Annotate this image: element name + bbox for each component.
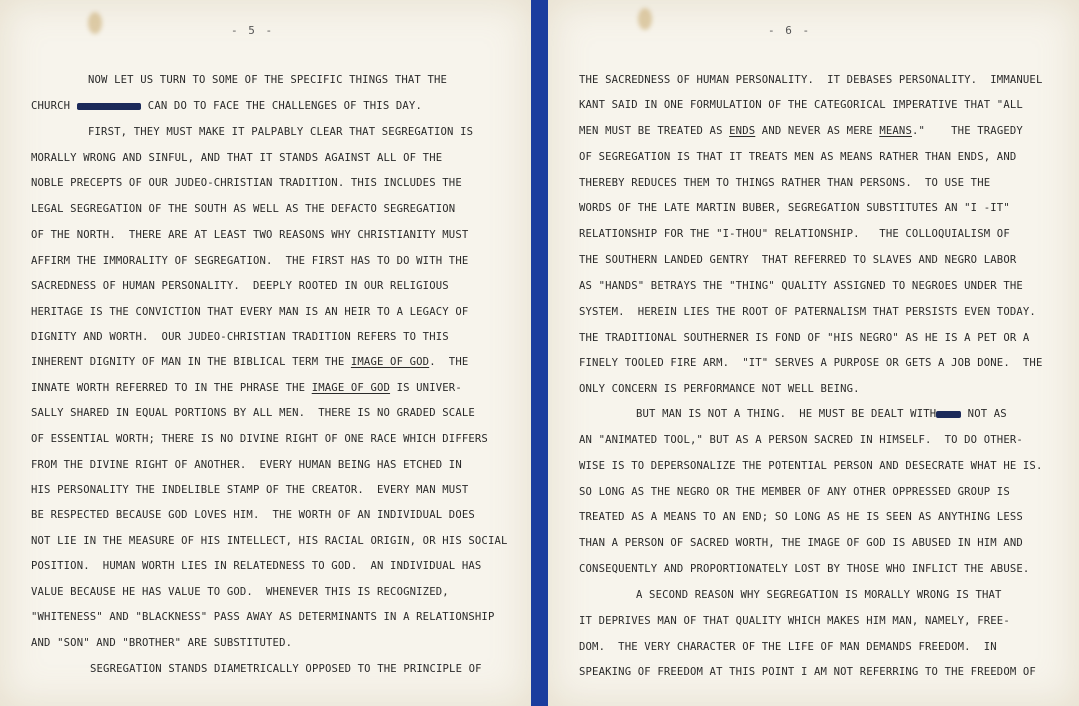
underlined-text: MEANS xyxy=(879,125,912,137)
text-line: HIS PERSONALITY THE INDELIBLE STAMP OF THE CREATOR. EVERY MAN MUST xyxy=(31,484,469,496)
text-line: THE SACREDNESS OF HUMAN PERSONALITY. IT DEBASES PERSONALITY. IMMANUEL xyxy=(579,74,1043,86)
text-line: SO LONG AS THE NEGRO OR THE MEMBER OF ANY OTHER OPPRESSED GROUP IS xyxy=(579,486,1010,498)
text-line: THE TRADITIONAL SOUTHERNER IS FOND OF "HIS NEGRO" AS HE IS A PET OR A xyxy=(579,332,1030,344)
text-line: FIRST, THEY MUST MAKE IT PALPABLY CLEAR THAT SEGREGATION IS xyxy=(88,126,474,138)
page-number: - 6 - xyxy=(768,24,812,37)
text-line: SYSTEM. HEREIN LIES THE ROOT OF PATERNALISM THAT PERSISTS EVEN TODAY. xyxy=(579,306,1036,318)
text-line: AFFIRM THE IMMORALITY OF SEGREGATION. THE FIRST HAS TO DO WITH THE xyxy=(31,255,469,267)
text-line: DOM. THE VERY CHARACTER OF THE LIFE OF MAN DEMANDS FREEDOM. IN xyxy=(579,641,997,653)
text-segment: CHURCH xyxy=(31,100,77,112)
text-line: AND "SON" AND "BROTHER" ARE SUBSTITUTED. xyxy=(31,637,293,649)
text-segment: NOT AS xyxy=(961,408,1007,420)
text-line: SEGREGATION STANDS DIAMETRICALLY OPPOSED TO THE PRINCIPLE OF xyxy=(90,663,482,675)
underlined-text: IMAGE OF GOD xyxy=(311,382,391,394)
text-line: BE RESPECTED BECAUSE GOD LOVES HIM. THE WORTH OF AN INDIVIDUAL DOES xyxy=(31,509,475,521)
text-line xyxy=(579,124,1023,138)
text-line: "WHITENESS" AND "BLACKNESS" PASS AWAY AS DETERMINANTS IN A RELATIONSHIP xyxy=(31,611,495,623)
text-line: IT DEPRIVES MAN OF THAT QUALITY WHICH MAKES HIM MAN, NAMELY, FREE- xyxy=(579,615,1010,627)
text-line: THE SOUTHERN LANDED GENTRY THAT REFERRED TO SLAVES AND NEGRO LABOR xyxy=(579,254,1017,266)
text-line: AN "ANIMATED TOOL," BUT AS A PERSON SACRED IN HIMSELF. TO DO OTHER- xyxy=(579,434,1023,446)
text-segment: ." THE TRAGEDY xyxy=(911,125,1023,137)
text-line xyxy=(636,407,1007,421)
text-line: CONSEQUENTLY AND PROPORTIONATELY LOST BY THOSE WHO INFLICT THE ABUSE. xyxy=(579,563,1030,575)
text-line: NOT LIE IN THE MEASURE OF HIS INTELLECT, HIS RACIAL ORIGIN, OR HIS SOCIAL xyxy=(31,535,508,547)
text-line: OF ESSENTIAL WORTH; THERE IS NO DIVINE RIGHT OF ONE RACE WHICH DIFFERS xyxy=(31,433,488,445)
text-line: NOBLE PRECEPTS OF OUR JUDEO-CHRISTIAN TRADITION. THIS INCLUDES THE xyxy=(31,177,462,189)
text-line: OF THE NORTH. THERE ARE AT LEAST TWO REASONS WHY CHRISTIANITY MUST xyxy=(31,229,469,241)
text-segment: INHERENT DIGNITY OF MAN IN THE BIBLICAL TERM THE xyxy=(31,356,351,368)
page-number: - 5 - xyxy=(231,24,275,37)
struck-out-text: AS IT xyxy=(936,410,962,418)
text-line: DIGNITY AND WORTH. OUR JUDEO-CHRISTIAN TRADITION REFERS TO THIS xyxy=(31,331,449,343)
paper-stain xyxy=(88,12,102,34)
text-line: LEGAL SEGREGATION OF THE SOUTH AS WELL AS THE DEFACTO SEGREGATION xyxy=(31,203,456,215)
text-line: WORDS OF THE LATE MARTIN BUBER, SEGREGATION SUBSTITUTES AN "I -IT" xyxy=(579,202,1010,214)
left-page xyxy=(0,0,531,706)
text-segment: IS UNIVER- xyxy=(390,382,462,394)
text-line: ONLY CONCERN IS PERFORMANCE NOT WELL BEING. xyxy=(579,383,860,395)
right-page xyxy=(548,0,1079,706)
text-segment: . THE xyxy=(429,356,469,368)
text-line: OF SEGREGATION IS THAT IT TREATS MEN AS MEANS RATHER THAN ENDS, AND xyxy=(579,151,1017,163)
text-line: FROM THE DIVINE RIGHT OF ANOTHER. EVERY HUMAN BEING HAS ETCHED IN xyxy=(31,459,462,471)
text-line: AS "HANDS" BETRAYS THE "THING" QUALITY ASSIGNED TO NEGROES UNDER THE xyxy=(579,280,1023,292)
scan-divider xyxy=(531,0,548,706)
text-line: MORALLY WRONG AND SINFUL, AND THAT IT STANDS AGAINST ALL OF THE xyxy=(31,152,443,164)
text-line: NOW LET US TURN TO SOME OF THE SPECIFIC THINGS THAT THE xyxy=(88,74,448,86)
text-line: SPEAKING OF FREEDOM AT THIS POINT I AM NOT REFERRING TO THE FREEDOM OF xyxy=(579,666,1036,678)
underlined-text: IMAGE OF GOD xyxy=(350,356,430,368)
text-segment: MEN MUST BE TREATED AS xyxy=(579,125,730,137)
text-line: POSITION. HUMAN WORTH LIES IN RELATEDNESS TO GOD. AN INDIVIDUAL HAS xyxy=(31,560,482,572)
text-segment: CAN DO TO FACE THE CHALLENGES OF THIS DAY. xyxy=(141,100,422,112)
text-segment: BUT MAN IS NOT A THING. HE MUST BE DEALT WITH xyxy=(636,408,937,420)
text-line: THEREBY REDUCES THEM TO THINGS RATHER THAN PERSONS. TO USE THE xyxy=(579,177,991,189)
text-segment: INNATE WORTH REFERRED TO IN THE PHRASE THE xyxy=(31,382,312,394)
paper-stain xyxy=(638,8,652,30)
text-line: VALUE BECAUSE HE HAS VALUE TO GOD. WHENEVER THIS IS RECOGNIZED, xyxy=(31,586,449,598)
text-line: TREATED AS A MEANS TO AN END; SO LONG AS HE IS SEEN AS ANYTHING LESS xyxy=(579,511,1023,523)
text-line: RELATIONSHIP FOR THE "I-THOU" RELATIONSHIP. THE COLLOQUIALISM OF xyxy=(579,228,1010,240)
text-line: A SECOND REASON WHY SEGREGATION IS MORALLY WRONG IS THAT xyxy=(636,589,1002,601)
text-line: SACREDNESS OF HUMAN PERSONALITY. DEEPLY ROOTED IN OUR RELIGIOUS xyxy=(31,280,449,292)
text-segment: AND NEVER AS MERE xyxy=(755,125,880,137)
text-line: SALLY SHARED IN EQUAL PORTIONS BY ALL MEN. THERE IS NO GRADED SCALE xyxy=(31,407,475,419)
text-line: THAN A PERSON OF SACRED WORTH, THE IMAGE OF GOD IS ABUSED IN HIM AND xyxy=(579,537,1023,549)
text-line xyxy=(31,99,422,113)
text-line: KANT SAID IN ONE FORMULATION OF THE CATEGORICAL IMPERATIVE THAT "ALL xyxy=(579,99,1023,111)
text-line: WISE IS TO DEPERSONALIZE THE POTENTIAL PERSON AND DESECRATE WHAT HE IS. xyxy=(579,460,1043,472)
text-line xyxy=(31,381,462,395)
underlined-text: ENDS xyxy=(729,125,756,137)
text-line: FINELY TOOLED FIRE ARM. "IT" SERVES A PURPOSE OR GETS A JOB DONE. THE xyxy=(579,357,1043,369)
text-line: HERITAGE IS THE CONVICTION THAT EVERY MAN IS AN HEIR TO A LEGACY OF xyxy=(31,306,469,318)
struck-out-text: AND SYNAGOGUE xyxy=(76,102,142,110)
text-line xyxy=(31,355,468,369)
